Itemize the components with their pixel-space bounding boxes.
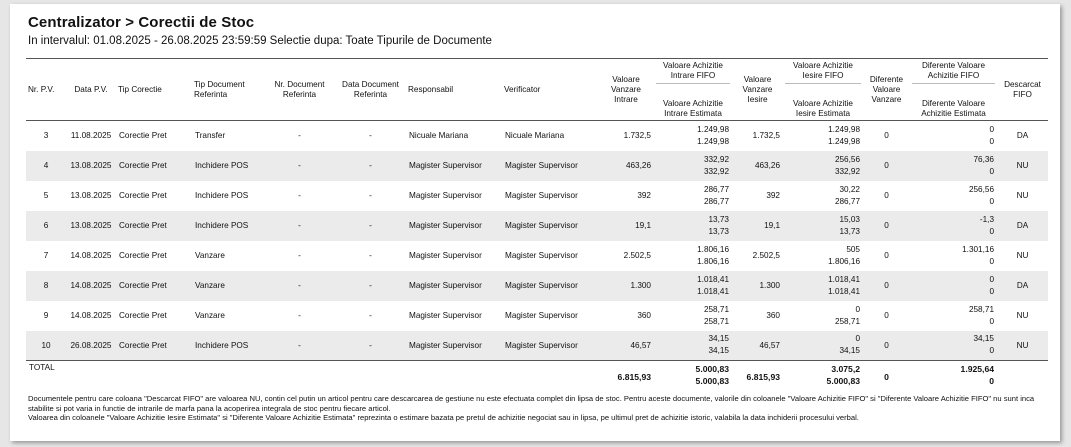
cell-verificator: Magister Supervisor (505, 311, 578, 320)
cell-nr-pv: 4 (43, 161, 49, 170)
cell-dif-val-vanzare: 0 (884, 340, 889, 350)
total-dif-val-achiz (910, 361, 997, 391)
total-val-achiz-intrare-est: 5.000,83 (695, 376, 729, 386)
cell-val-vanzare-intrare: 2.502,5 (623, 251, 651, 260)
cell-val-achiz-iesire-est: 286,77 (834, 196, 860, 206)
cell-val-achiz-intrare (654, 241, 732, 271)
cell-val-achiz-iesire (783, 271, 863, 301)
cell-dif-val-achiz (910, 121, 997, 151)
cell-dif-val-vanzare: 0 (884, 251, 889, 260)
total-row (26, 361, 1048, 391)
cell-dif-val-achiz-fifo: 0 (989, 274, 994, 284)
cell-val-achiz-iesire (783, 211, 863, 241)
cell-val-achiz-iesire-fifo: 1.249,98 (828, 124, 860, 134)
cell-tip-document: Inchidere POS (195, 340, 249, 350)
cell-dif-val-achiz-est: 0 (989, 316, 994, 326)
total-val-vanzare-iesire: 6.815,93 (746, 371, 780, 382)
cell-responsabil: Magister Supervisor (409, 311, 482, 320)
cell-val-achiz-iesire-fifo: 256,56 (834, 154, 860, 164)
cell-val-achiz-iesire-fifo: 0 (855, 334, 860, 344)
cell-data-document: - (369, 311, 372, 320)
cell-tip-corectie: Corectie Pret (119, 161, 167, 170)
cell-dif-val-achiz-fifo: 258,71 (968, 304, 994, 314)
cell-descarcat-fifo: NU (1016, 251, 1029, 260)
cell-tip-document: Inchidere POS (195, 191, 249, 200)
cell-val-vanzare-intrare: 360 (637, 311, 651, 320)
cell-nr-pv: 9 (43, 311, 49, 320)
cell-tip-corectie: Corectie Pret (119, 191, 167, 200)
cell-val-achiz-intrare-fifo: 1.249,98 (697, 124, 729, 134)
cell-dif-val-achiz (910, 271, 997, 301)
cell-val-achiz-intrare-fifo: 1.806,16 (697, 244, 729, 254)
cell-val-achiz-intrare (654, 181, 732, 211)
cell-val-vanzare-intrare: 463,26 (625, 161, 651, 170)
cell-val-achiz-intrare (654, 301, 732, 331)
cell-val-achiz-intrare (654, 331, 732, 361)
cell-responsabil: Magister Supervisor (409, 191, 482, 200)
cell-data-document: - (369, 131, 372, 141)
cell-dif-val-achiz-est: 0 (989, 256, 994, 266)
col-dif-val-achiz-est: Diferente Valoare Achizitie Estimata (921, 98, 986, 118)
cell-nr-document: - (298, 161, 301, 170)
cell-nr-document: - (298, 311, 301, 320)
cell-dif-val-vanzare: 0 (884, 161, 889, 170)
col-val-achiz-intrare-est: Valoare Achizitie Intrare Estimata (663, 98, 723, 118)
note-fifo: Documentele pentru care coloana "Descarcat FIFO" are valoarea NU, contin cel putin un articol pentru care descarcarea de gestiune nu este efectuata complet din lipsa de stoc. Pentru aceste documente, valorile din coloanele "Valoare Achizitie FIFO" si "Diferente Valoare Achizitie FIFO" nu sunt inca stabilite si pot varia in functie de intrarile de marfa pana la acoperirea integrala de stoc pentru fiecare articol. (28, 394, 1035, 413)
cell-tip-corectie: Corectie Pret (119, 340, 167, 350)
cell-dif-val-achiz (910, 151, 997, 181)
table-row[interactable] (26, 181, 1048, 211)
cell-data-document: - (369, 221, 372, 230)
table-row[interactable] (26, 211, 1048, 241)
cell-dif-val-achiz (910, 181, 997, 211)
cell-dif-val-vanzare: 0 (884, 281, 889, 290)
cell-dif-val-achiz-est: 0 (989, 286, 994, 296)
cell-val-achiz-intrare-est: 1.018,41 (697, 286, 729, 296)
cell-dif-val-vanzare: 0 (884, 191, 889, 200)
col-tip-corectie[interactable]: Tip Corectie (118, 84, 162, 94)
cell-data-pv: 14.08.2025 (70, 251, 112, 260)
cell-val-vanzare-iesire: 2.502,5 (752, 251, 780, 260)
cell-tip-corectie: Corectie Pret (119, 251, 167, 260)
table-row[interactable] (26, 151, 1048, 181)
cell-val-achiz-iesire-fifo: 505 (846, 244, 860, 254)
report-page (10, 4, 1060, 441)
cell-val-achiz-intrare (654, 121, 732, 151)
cell-val-achiz-iesire-fifo: 1.018,41 (828, 274, 860, 284)
col-val-vanzare-intrare[interactable]: Valoare Vanzare Intrare (611, 74, 641, 104)
cell-verificator: Nicuale Mariana (505, 131, 565, 141)
cell-data-document: - (369, 191, 372, 200)
cell-tip-document: Vanzare (195, 311, 225, 320)
cell-dif-val-achiz-est: 0 (989, 136, 994, 146)
cell-tip-corectie: Corectie Pret (119, 311, 167, 320)
total-label: TOTAL (29, 363, 55, 372)
cell-dif-val-achiz-fifo: 76,36 (973, 154, 994, 164)
cell-data-pv: 13.08.2025 (70, 221, 112, 230)
cell-val-achiz-iesire-est: 1.806,16 (828, 256, 860, 266)
cell-verificator: Magister Supervisor (505, 251, 578, 260)
cell-val-achiz-iesire-est: 1.018,41 (828, 286, 860, 296)
cell-tip-document: Inchidere POS (195, 161, 249, 170)
cell-nr-document: - (298, 281, 301, 290)
cell-responsabil: Nicuale Mariana (409, 131, 469, 141)
corrections-table (26, 58, 1048, 391)
cell-val-achiz-iesire-fifo: 0 (855, 304, 860, 314)
cell-val-achiz-intrare-est: 1.806,16 (697, 256, 729, 266)
cell-nr-pv: 10 (41, 340, 51, 350)
col-dif-val-achiz[interactable] (910, 59, 997, 121)
col-data-pv[interactable]: Data P.V. (74, 84, 108, 94)
cell-val-achiz-intrare-est: 1.249,98 (697, 136, 729, 146)
cell-nr-document: - (298, 251, 301, 260)
cell-val-achiz-iesire (783, 151, 863, 181)
cell-val-achiz-intrare-fifo: 258,71 (703, 304, 729, 314)
col-val-achiz-intrare[interactable] (654, 59, 732, 121)
cell-data-pv: 13.08.2025 (70, 191, 112, 200)
cell-tip-document: Vanzare (195, 251, 225, 260)
cell-nr-pv: 3 (43, 131, 49, 141)
report-notes (28, 394, 1048, 423)
col-nr-pv[interactable]: Nr. P.V. (28, 84, 55, 94)
cell-dif-val-achiz (910, 211, 997, 241)
cell-verificator: Magister Supervisor (505, 191, 578, 200)
cell-val-achiz-iesire-fifo: 30,22 (839, 184, 860, 194)
cell-responsabil: Magister Supervisor (409, 340, 482, 350)
col-val-achiz-iesire-est: Valoare Achizitie Iesire Estimata (793, 98, 853, 118)
cell-val-vanzare-intrare: 19,1 (635, 221, 651, 230)
cell-dif-val-achiz-est: 0 (989, 196, 994, 206)
cell-verificator: Magister Supervisor (505, 161, 578, 170)
cell-nr-document: - (298, 131, 301, 141)
col-dif-val-vanzare[interactable]: Diferente Valoare Vanzare (869, 74, 904, 104)
cell-dif-val-achiz (910, 331, 997, 361)
cell-nr-pv: 5 (43, 191, 49, 200)
col-descarcat-fifo[interactable]: Descarcat FIFO (1004, 79, 1041, 99)
col-verificator[interactable]: Verificator (504, 84, 541, 94)
cell-responsabil: Magister Supervisor (409, 281, 482, 290)
cell-verificator: Magister Supervisor (505, 221, 578, 230)
cell-dif-val-vanzare: 0 (884, 131, 889, 141)
cell-dif-val-achiz (910, 301, 997, 331)
table-row[interactable] (26, 301, 1048, 331)
cell-val-vanzare-iesire: 360 (766, 311, 780, 320)
cell-val-achiz-iesire (783, 181, 863, 211)
cell-val-vanzare-intrare: 1.732,5 (623, 131, 651, 141)
cell-responsabil: Magister Supervisor (409, 221, 482, 230)
note-estimata: Valoarea din coloanele "Valoare Achizitie Iesire Estimata" si "Diferente Valoare Achizitie Estimata" reprezinta o estimare bazata pe pretul de achizitie negociat sau in lipsa, pe ultimul pret de achizitie istoric, valabila la data inchiderii procesului verbal. (28, 413, 859, 423)
table-row[interactable] (26, 331, 1048, 361)
total-val-achiz-intrare (654, 361, 732, 391)
cell-nr-document: - (298, 191, 301, 200)
total-dif-val-vanzare: 0 (884, 371, 889, 382)
cell-dif-val-vanzare: 0 (884, 221, 889, 230)
cell-tip-document: Inchidere POS (195, 221, 249, 230)
col-val-vanzare-iesire[interactable]: Valoare Vanzare Iesire (742, 74, 773, 104)
cell-data-document: - (369, 251, 372, 260)
cell-data-pv: 14.08.2025 (70, 311, 112, 320)
col-dif-val-achiz-fifo: Diferente Valoare Achizitie FIFO (912, 61, 995, 84)
report-subtitle: In intervalul: 01.08.2025 - 26.08.2025 23:59:59 Selectie dupa: Toate Tipurile de Documente (28, 35, 492, 47)
cell-dif-val-achiz-est: 0 (989, 346, 994, 356)
cell-val-achiz-intrare-est: 13,73 (708, 226, 729, 236)
cell-descarcat-fifo: DA (1016, 221, 1029, 230)
cell-val-vanzare-iesire: 463,26 (754, 161, 780, 170)
cell-val-achiz-intrare (654, 271, 732, 301)
cell-tip-document: Vanzare (195, 281, 225, 290)
cell-val-achiz-iesire (783, 301, 863, 331)
cell-val-achiz-intrare-est: 286,77 (703, 196, 729, 206)
cell-nr-pv: 8 (43, 281, 49, 290)
cell-val-vanzare-intrare: 46,57 (630, 340, 651, 350)
cell-val-achiz-intrare-est: 258,71 (703, 316, 729, 326)
report-title: Centralizator > Corectii de Stoc (28, 14, 255, 31)
total-val-vanzare-intrare: 6.815,93 (617, 371, 651, 382)
cell-responsabil: Magister Supervisor (409, 251, 482, 260)
cell-dif-val-achiz-est: 0 (989, 166, 994, 176)
cell-val-achiz-iesire-fifo: 15,03 (839, 214, 860, 224)
cell-val-achiz-iesire-est: 34,15 (839, 346, 860, 356)
cell-val-achiz-iesire-est: 13,73 (839, 226, 860, 236)
cell-nr-pv: 6 (43, 221, 49, 230)
cell-val-vanzare-iesire: 392 (766, 191, 780, 200)
total-dif-val-achiz-est: 0 (989, 376, 994, 386)
cell-val-achiz-intrare-est: 332,92 (703, 166, 729, 176)
cell-val-achiz-iesire (783, 121, 863, 151)
cell-nr-document: - (298, 221, 301, 230)
cell-descarcat-fifo: NU (1016, 191, 1029, 200)
cell-val-vanzare-intrare: 392 (637, 191, 651, 200)
col-val-achiz-intrare-fifo: Valoare Achizitie Intrare FIFO (656, 61, 730, 84)
total-descarcat-fifo (997, 361, 1048, 391)
cell-dif-val-vanzare: 0 (884, 311, 889, 320)
cell-responsabil: Magister Supervisor (409, 161, 482, 170)
cell-dif-val-achiz (910, 241, 997, 271)
cell-dif-val-achiz-fifo: 0 (989, 124, 994, 134)
cell-data-pv: 26.08.2025 (70, 340, 112, 350)
cell-dif-val-achiz-est: 0 (989, 226, 994, 236)
cell-val-achiz-intrare-fifo: 332,92 (703, 154, 729, 164)
table-row[interactable] (26, 241, 1048, 271)
cell-val-achiz-intrare-est: 34,15 (708, 346, 729, 356)
total-dif-val-achiz-fifo: 1.925,64 (960, 364, 994, 374)
cell-val-achiz-intrare-fifo: 34,15 (708, 334, 729, 344)
cell-val-vanzare-intrare: 1.300 (630, 281, 651, 290)
cell-val-vanzare-iesire: 1.732,5 (752, 131, 780, 141)
cell-val-achiz-intrare-fifo: 286,77 (703, 184, 729, 194)
cell-val-achiz-iesire-est: 1.249,98 (828, 136, 860, 146)
cell-descarcat-fifo: DA (1016, 281, 1029, 290)
cell-dif-val-achiz-fifo: 34,15 (973, 334, 994, 344)
cell-val-achiz-intrare (654, 211, 732, 241)
cell-val-achiz-intrare (654, 151, 732, 181)
cell-dif-val-achiz-fifo: -1,3 (979, 214, 994, 224)
col-tip-document[interactable]: Tip Document Referinta (194, 79, 245, 99)
total-val-achiz-intrare-fifo: 5.000,83 (695, 364, 729, 374)
col-data-document[interactable]: Data Document Referinta (342, 79, 399, 99)
cell-dif-val-achiz-fifo: 1.301,16 (962, 244, 994, 254)
cell-data-document: - (369, 340, 372, 350)
col-val-achiz-iesire[interactable] (783, 59, 863, 121)
cell-descarcat-fifo: DA (1016, 131, 1029, 141)
cell-val-achiz-iesire-est: 258,71 (834, 316, 860, 326)
cell-val-vanzare-iesire: 1.300 (759, 281, 780, 290)
cell-descarcat-fifo: NU (1016, 311, 1029, 320)
cell-verificator: Magister Supervisor (505, 340, 578, 350)
cell-tip-corectie: Corectie Pret (119, 281, 167, 290)
cell-data-document: - (369, 161, 372, 170)
col-nr-document[interactable]: Nr. Document Referinta (274, 79, 325, 99)
cell-nr-document: - (298, 340, 301, 350)
cell-verificator: Magister Supervisor (505, 281, 578, 290)
col-val-achiz-iesire-fifo: Valoare Achizitie Iesire FIFO (785, 61, 861, 84)
table-row[interactable] (26, 121, 1048, 151)
cell-val-achiz-iesire-est: 332,92 (834, 166, 860, 176)
cell-tip-corectie: Corectie Pret (119, 131, 167, 141)
cell-dif-val-achiz-fifo: 256,56 (968, 184, 994, 194)
cell-nr-pv: 7 (43, 251, 49, 260)
cell-tip-document: Transfer (195, 131, 226, 141)
table-row[interactable] (26, 271, 1048, 301)
cell-data-pv: 11.08.2025 (70, 131, 112, 141)
cell-descarcat-fifo: NU (1016, 161, 1029, 170)
total-val-achiz-iesire (783, 361, 863, 391)
cell-descarcat-fifo: NU (1016, 340, 1029, 350)
cell-data-pv: 14.08.2025 (70, 281, 112, 290)
cell-val-vanzare-iesire: 46,57 (759, 340, 780, 350)
cell-val-achiz-iesire (783, 331, 863, 361)
total-val-achiz-iesire-est: 5.000,83 (826, 376, 860, 386)
cell-data-pv: 13.08.2025 (70, 161, 112, 170)
cell-tip-corectie: Corectie Pret (119, 221, 167, 230)
cell-val-achiz-iesire (783, 241, 863, 271)
cell-val-achiz-intrare-fifo: 13,73 (708, 214, 729, 224)
col-responsabil[interactable]: Responsabil (408, 84, 454, 94)
total-val-achiz-iesire-fifo: 3.075,2 (831, 364, 860, 374)
cell-val-vanzare-iesire: 19,1 (764, 221, 780, 230)
cell-val-achiz-intrare-fifo: 1.018,41 (697, 274, 729, 284)
cell-data-document: - (369, 281, 372, 290)
table-header-row (26, 59, 1048, 121)
